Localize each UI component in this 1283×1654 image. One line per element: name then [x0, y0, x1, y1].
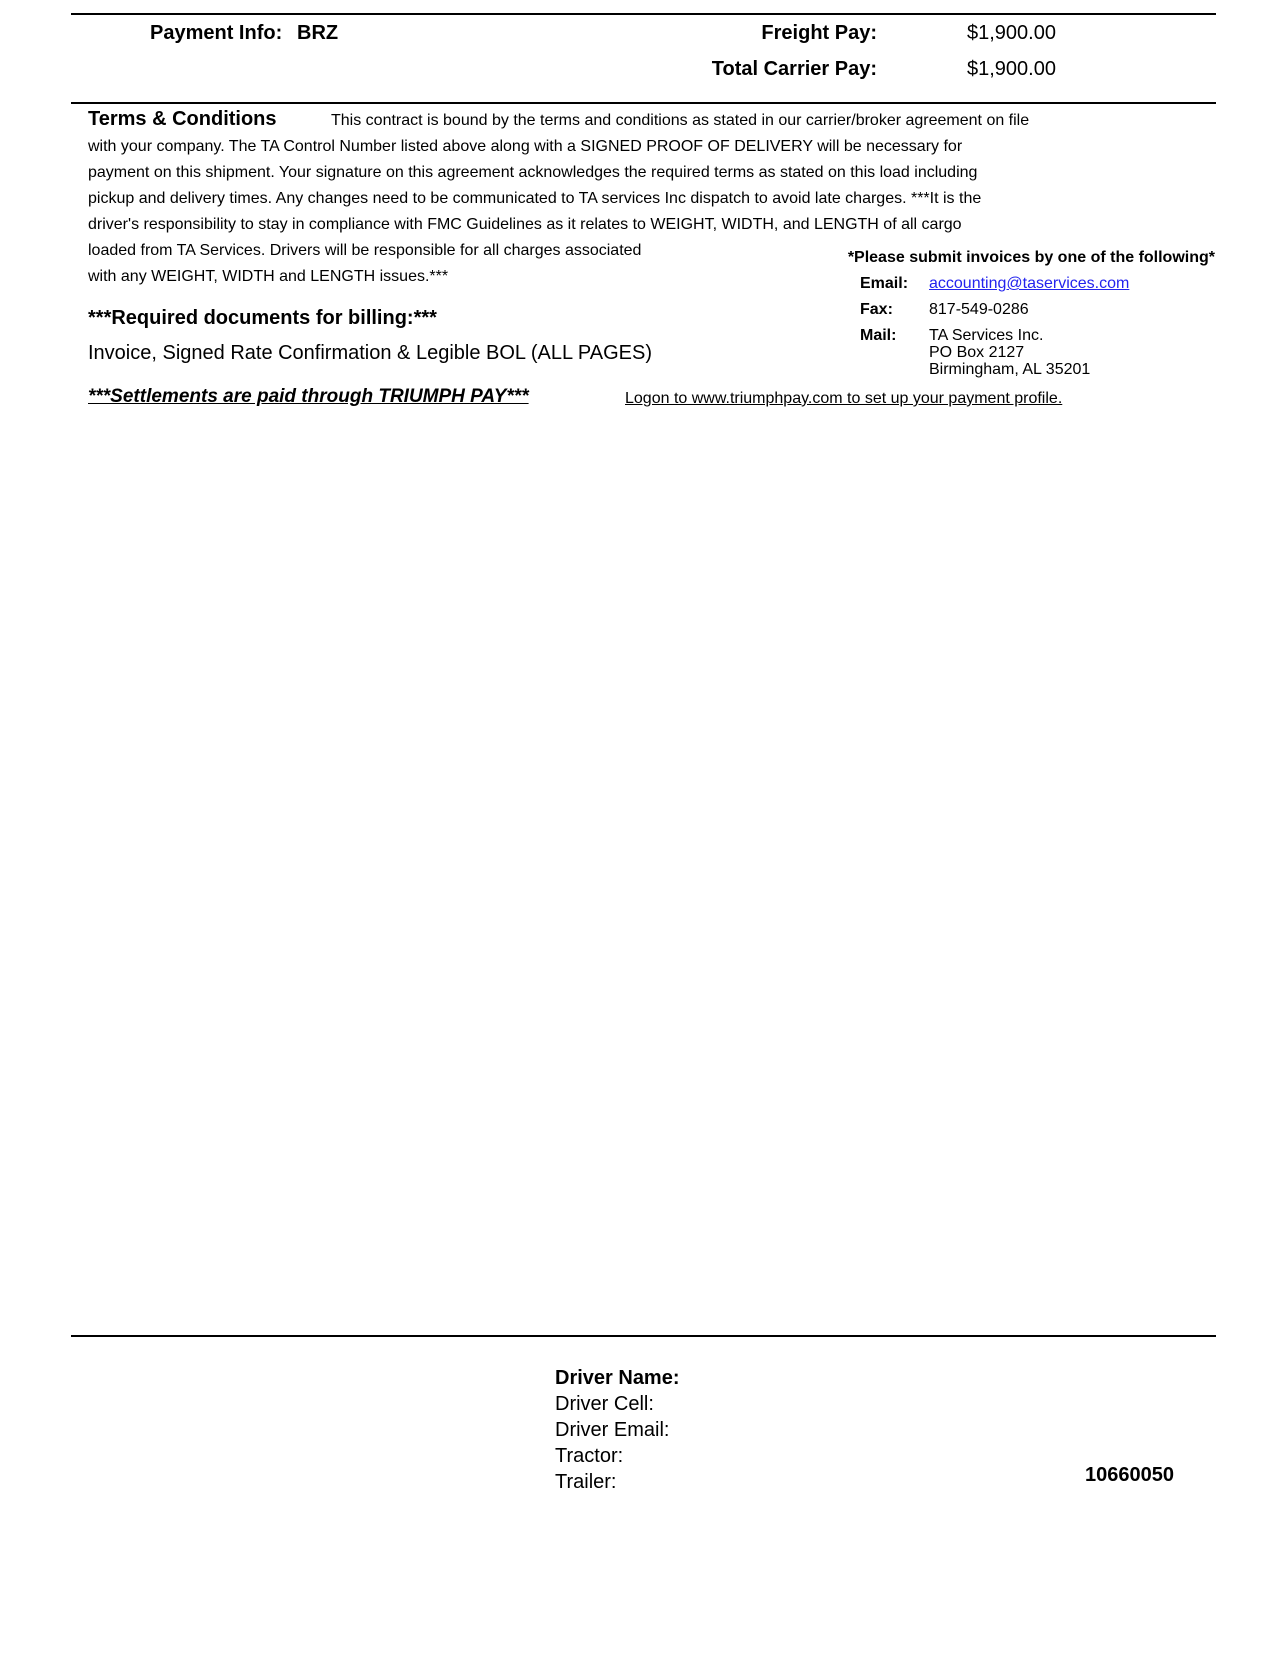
terms-line: pickup and delivery times. Any changes need to be communicated to TA services Inc dispatch to avoid late charges. ***It is the	[88, 190, 982, 207]
driver-email-label: Driver Email:	[555, 1419, 670, 1441]
freight-pay-value: $1,900.00	[967, 22, 1056, 44]
fax-label: Fax:	[860, 301, 893, 318]
driver-name-label: Driver Name:	[555, 1367, 680, 1389]
terms-heading: Terms & Conditions	[88, 108, 277, 130]
terms-line: with any WEIGHT, WIDTH and LENGTH issues.***	[88, 268, 449, 285]
settlement-notice: ***Settlements are paid through TRIUMPH PAY***	[88, 386, 529, 407]
freight-pay-label: Freight Pay:	[761, 22, 877, 44]
payment-divider	[71, 102, 1216, 104]
trailer-label: Trailer:	[555, 1471, 617, 1493]
driver-divider	[71, 1335, 1216, 1337]
total-carrier-pay-label: Total Carrier Pay:	[711, 58, 877, 80]
top-divider	[71, 13, 1216, 15]
mail-label: Mail:	[860, 327, 897, 344]
triumphpay-logon-link[interactable]: Logon to www.triumphpay.com to set up your payment profile.	[625, 390, 1063, 407]
email-label: Email:	[860, 275, 909, 292]
payment-info-value: BRZ	[297, 22, 339, 44]
mail-address-line: Birmingham, AL 35201	[929, 361, 1091, 378]
mail-address-line: PO Box 2127	[929, 344, 1025, 361]
mail-address-line: TA Services Inc.	[929, 327, 1044, 344]
invoice-submission-heading: *Please submit invoices by one of the following*	[847, 249, 1215, 266]
terms-line: with your company. The TA Control Number listed above along with a SIGNED PROOF OF DELIVERY will be necessary for	[88, 138, 963, 155]
driver-cell-label: Driver Cell:	[555, 1393, 654, 1415]
accounting-email-link[interactable]: accounting@taservices.com	[929, 275, 1130, 292]
total-carrier-pay-value: $1,900.00	[967, 58, 1056, 80]
payment-info-label: Payment Info:	[150, 22, 283, 44]
fax-number: 817-549-0286	[929, 301, 1029, 318]
tractor-label: Tractor:	[555, 1445, 624, 1467]
terms-line: driver's responsibility to stay in compliance with FMC Guidelines as it relates to WEIGHT, WIDTH, and LENGTH of all cargo	[88, 216, 962, 233]
terms-line: loaded from TA Services. Drivers will be responsible for all charges associated	[88, 242, 642, 259]
terms-line: This contract is bound by the terms and conditions as stated in our carrier/broker agreement on file	[331, 112, 1030, 129]
mail-address	[929, 327, 1090, 378]
required-documents-heading: ***Required documents for billing:***	[88, 307, 437, 329]
required-documents-list: Invoice, Signed Rate Confirmation & Legible BOL (ALL PAGES)	[88, 342, 652, 364]
control-number: 10660050	[1085, 1464, 1174, 1486]
terms-line: payment on this shipment. Your signature on this agreement acknowledges the required terms as stated on this load including	[88, 164, 978, 181]
